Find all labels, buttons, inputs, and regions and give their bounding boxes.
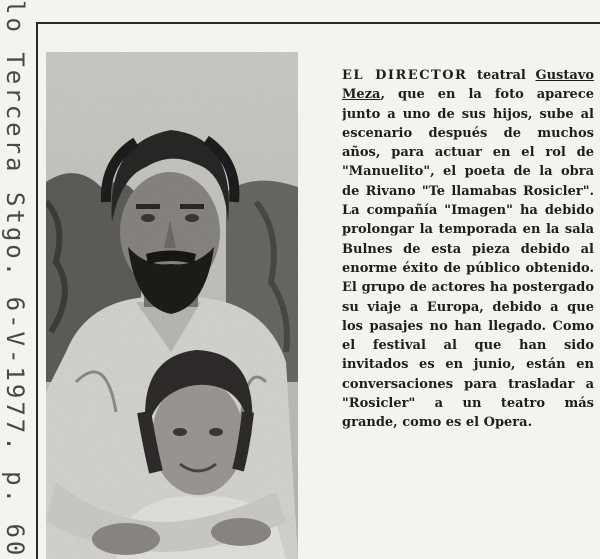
handwritten-margin-note bbox=[1, 0, 33, 559]
article-lead-continuation: teatral bbox=[476, 68, 526, 83]
article-body: , que en la foto aparece junto a uno de sus hijos, sube al escenario después de muchos años, para actuar en el rol de "Manuelito", el poeta de la obra de Rivano "Te llamabas Rosicler". La compañía "Imagen" ha debido prolongar la temporada en la sala Bulnes de esta pieza debido al enorme éxito de público obtenido. El grupo de actores ha postergado su viaje a Europa, debido a que los pasajes no han llegado. Como el festival al que han sido invitados es en junio, están en conversaciones para trasladar a "Rosicler" a un teatro más grande, como es el Opera. bbox=[342, 87, 594, 431]
photo-illustration bbox=[46, 52, 298, 559]
article-text-column bbox=[342, 66, 594, 559]
margin-note-text: lo Tercera Stgo. 6-V-1977. p. 60 bbox=[1, 0, 29, 559]
article-paragraph bbox=[342, 66, 594, 433]
article-lead: EL DIRECTOR bbox=[342, 68, 468, 83]
clipping-top-rule bbox=[36, 22, 600, 24]
clipping-left-rule bbox=[36, 22, 38, 559]
article-person-name: Gustavo Meza bbox=[342, 68, 594, 103]
news-photo bbox=[46, 52, 298, 559]
